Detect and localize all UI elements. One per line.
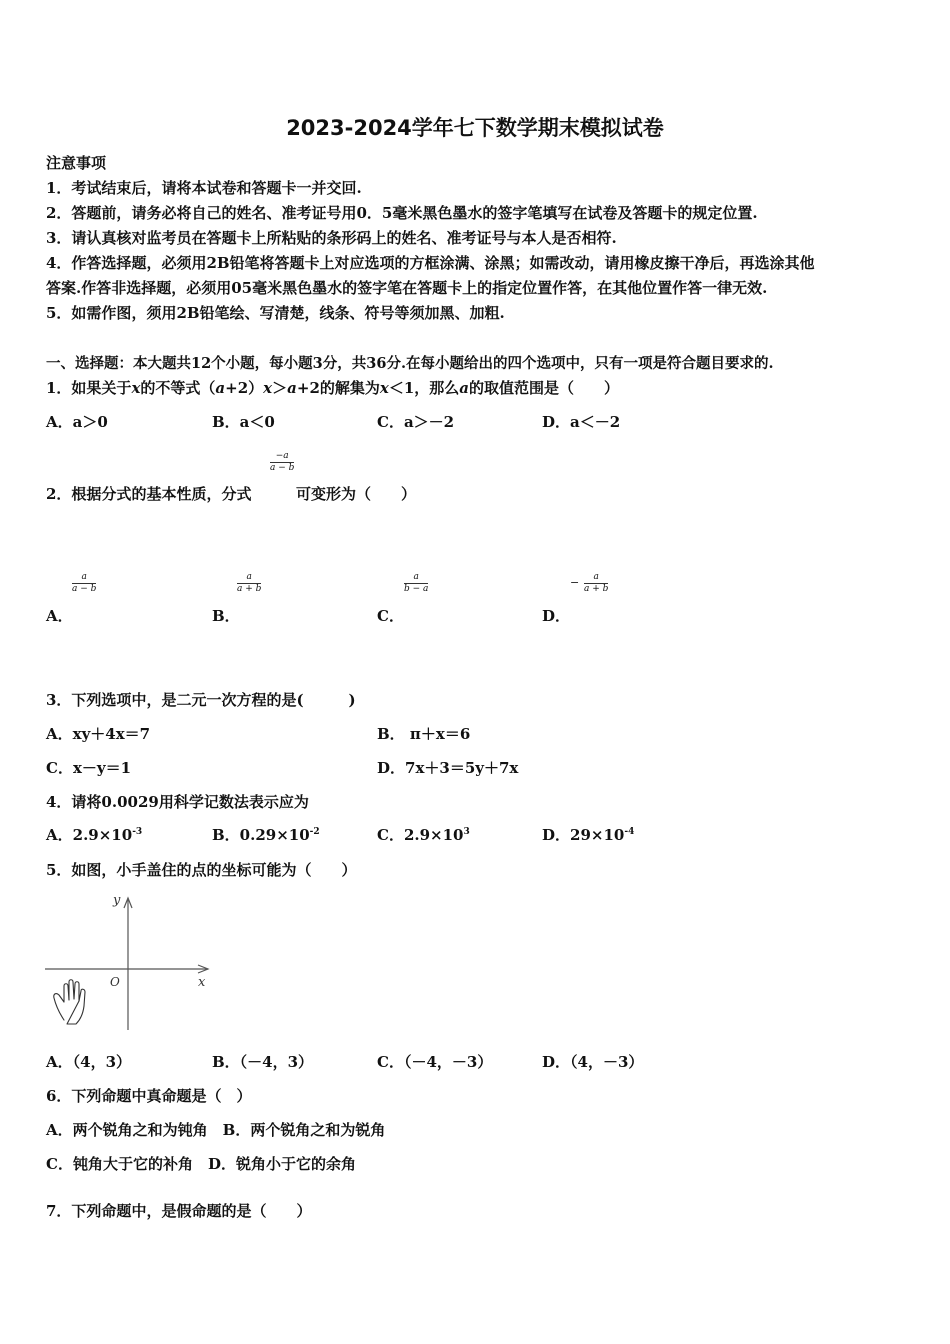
q1-option-c: C．a＞－2	[377, 413, 455, 431]
q2-fraction	[270, 451, 294, 474]
q5-option-d: D．（4，－3）	[542, 1053, 644, 1071]
question-3-stem: 3．下列选项中，是二元一次方程的是( )	[46, 691, 356, 709]
q4-option-a: A．$2.9\times 10^{-3}$	[46, 826, 143, 844]
page-title: 2023-2024学年七下数学期末模拟试卷	[286, 116, 664, 140]
q2-option-c-label: C．	[377, 607, 404, 625]
section-heading: 一、选择题：本大题共12个小题，每小题3分，共36分.在每小题给出的四个选项中，只有一项是符合题目要求的.	[46, 355, 774, 372]
notice-item-3: 3．请认真核对监考员在答题卡上所粘贴的条形码上的姓名、准考证号与本人是否相符.	[46, 229, 617, 247]
question-2-stem-b: 可变形为（ ）	[296, 485, 417, 503]
q2-option-b-fraction: $\frac{a}{a + b}$	[237, 572, 262, 594]
q4-option-b: B．$0.29\times 10^{-2}$	[212, 826, 320, 844]
question-7-stem: 7．下列命题中，是假命题的是（ ）	[46, 1202, 312, 1220]
q2-option-a-label: A．	[46, 607, 73, 625]
q2-option-d-label: D．	[542, 607, 571, 625]
q5-option-a: A．（4，3）	[46, 1053, 132, 1071]
hand-icon	[54, 980, 85, 1024]
q2-option-a-fraction: $\frac{a}{a - b}$	[72, 572, 97, 594]
q3-option-c: C．x－y＝1	[46, 759, 132, 777]
y-axis-label: y	[113, 893, 121, 908]
question-2-stem-a: 2．根据分式的基本性质，分式	[46, 485, 252, 503]
q2-option-d-fraction: $\frac{a}{a + b}$	[584, 572, 609, 594]
notice-item-4: 4．作答选择题，必须用2B铅笔将答题卡上对应选项的方框涂满、涂黑；如需改动，请用橡皮擦干净后，再选涂其他	[46, 254, 815, 272]
q6-options-line-1: A．两个锐角之和为钝角 B．两个锐角之和为锐角	[46, 1121, 386, 1139]
q6-options-line-2: C．钝角大于它的补角 D．锐角小于它的余角	[46, 1155, 356, 1173]
q2-option-c-fraction: $\frac{a}{b - a}$	[404, 572, 429, 594]
q3-option-b: B． π＋x＝6	[377, 725, 471, 743]
question-5-stem: 5．如图，小手盖住的点的坐标可能为（ ）	[46, 861, 357, 879]
notice-item-5: 5．如需作图，须用2B铅笔绘、写清楚，线条、符号等须加黑、加粗.	[46, 304, 505, 322]
q1-option-a: A．a＞0	[46, 413, 108, 431]
origin-label: O	[110, 975, 120, 989]
x-axis-label: x	[198, 975, 206, 990]
question-4-stem: 4．请将0.0029用科学记数法表示应为	[46, 793, 309, 811]
q2-option-d-sign: −	[570, 576, 580, 589]
notice-item-2: 2．答题前，请务必将自己的姓名、准考证号用0．5毫米黑色墨水的签字笔填写在试卷及答题卡的规定位置.	[46, 204, 758, 222]
q3-option-a: A．xy＋4x＝7	[46, 725, 151, 743]
question-1-stem: 1．如果关于x的不等式（a+2）x＞a+2的解集为x＜1，那么a的取值范围是（ ）	[46, 379, 620, 397]
q2-fraction-numerator: −a	[270, 451, 294, 463]
q1-option-d: D．a＜－2	[542, 413, 621, 431]
notice-item-4-cont: 答案.作答非选择题，必须用05毫米黑色墨水的签字笔在答题卡上的指定位置作答，在其他位置作答一律无效.	[46, 279, 768, 297]
q1-option-b: B．a＜0	[212, 413, 275, 431]
q4-option-d: D．$29\times 10^{-4}$	[542, 826, 635, 844]
q2-option-b-label: B．	[212, 607, 240, 625]
q2-fraction-denominator: a − b	[270, 463, 295, 473]
question-6-stem: 6．下列命题中真命题是（ ）	[46, 1087, 252, 1105]
q5-option-c: C．（－4，－3）	[377, 1053, 493, 1071]
q5-option-b: B．（－4，3）	[212, 1053, 314, 1071]
notice-heading: 注意事项	[46, 154, 107, 172]
q4-option-c: C．$2.9\times 10^3$	[377, 826, 470, 844]
notice-item-1: 1．考试结束后，请将本试卷和答题卡一并交回.	[46, 179, 362, 197]
coordinate-figure	[40, 888, 220, 1038]
q3-option-d: D．7x＋3＝5y＋7x	[377, 759, 519, 777]
